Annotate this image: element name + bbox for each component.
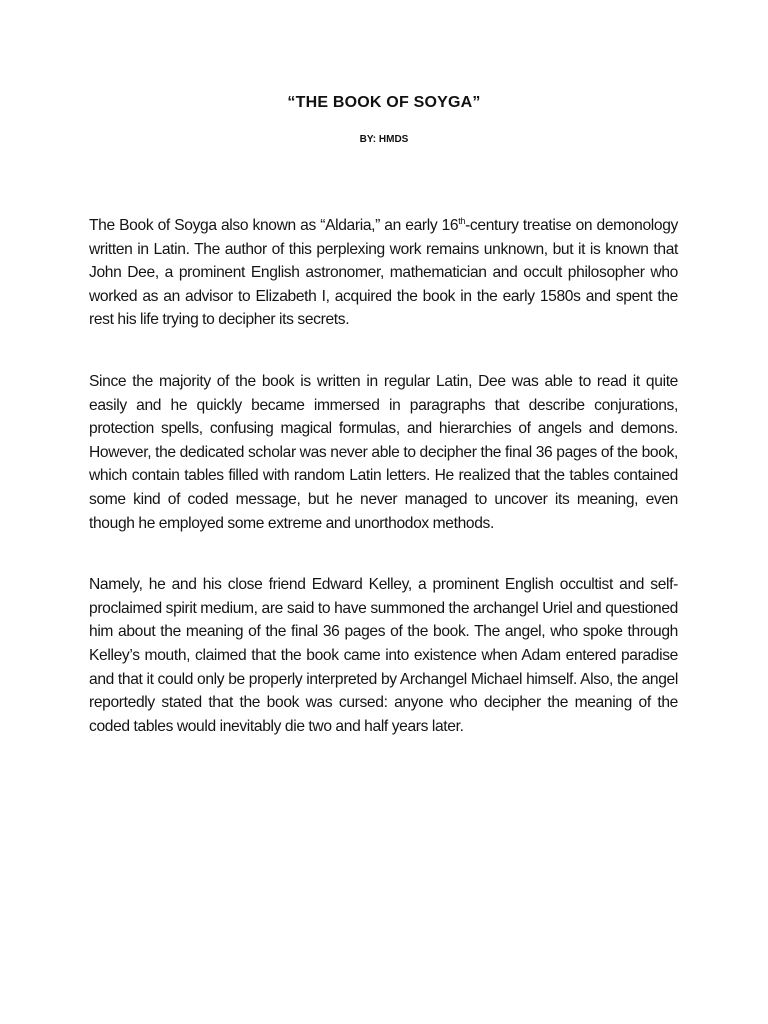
paragraph-2: Since the majority of the book is written in regular Latin, Dee was able to read it quite easily and he quickly became immersed in paragraphs that describe conjurations, protection spells, confusing magical formulas, and hierarchies of angels and demons. However, the dedicated scholar was never able to decipher the final 36 pages of the book, which contain tables filled with random Latin letters. He realized that the tables contained some kind of coded message, but he never managed to uncover its meaning, even though he employed some extreme and unorthodox methods.: [89, 372, 678, 532]
document-byline: BY: HMDS: [359, 134, 409, 145]
paragraph-1-text-start: The Book of Soyga also known as “Aldaria,” an early 16: [89, 217, 459, 234]
document-title: “THE BOOK OF SOYGA”: [287, 94, 481, 111]
ordinal-suffix: th: [458, 216, 466, 226]
paragraph-3: Namely, he and his close friend Edward Kelley, a prominent English occultist and self-proclaimed spirit medium, are said to have summoned the archangel Uriel and questioned him about the meaning of the final 36 pages of the book. The angel, who spoke through Kelley’s mouth, claimed that the book came into existence when Adam entered paradise and that it could only be properly interpreted by Archangel Michael himself. Also, the angel reportedly stated that the book was cursed: anyone who decipher the meaning of the coded tables would inevitably die two and half years later.: [89, 576, 678, 735]
paragraph-1: [89, 214, 678, 332]
document-body: [89, 214, 678, 738]
paragraph-1-text-end: -century treatise on demonology written in Latin. The author of this perplexing work remains unknown, but it is known that John Dee, a prominent English astronomer, mathematician and occult philosopher who worked as an advisor to Elizabeth I, acquired the book in the early 1580s and spent the rest his life trying to decipher its secrets.: [89, 217, 678, 329]
